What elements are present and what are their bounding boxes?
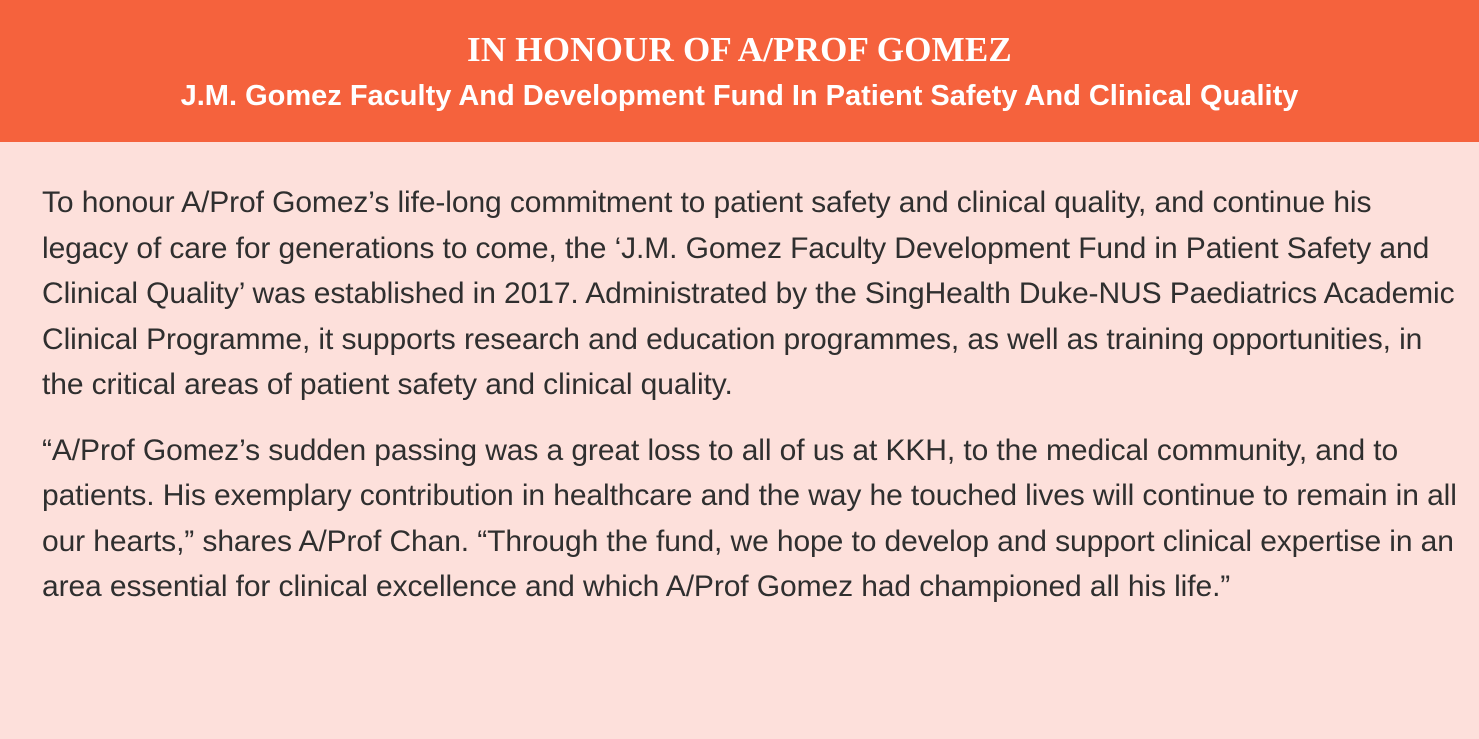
header-banner xyxy=(0,0,1479,142)
fund-subtitle: J.M. Gomez Faculty And Development Fund In Patient Safety And Clinical Quality xyxy=(180,80,1299,112)
page-title: IN HONOUR OF A/PROF GOMEZ xyxy=(467,30,1012,69)
article-body xyxy=(0,142,1479,610)
fund-description-paragraph: To honour A/Prof Gomez’s life-long commitment to patient safety and clinical quality, and continue his legacy of care for generations to come, the ‘J.M. Gomez Faculty Development Fund in Patient Safety and Clinical Quality’ was established in 2017. Administrated by the SingHealth Duke-NUS Paediatrics Academic Clinical Programme, it supports research and education programmes, as well as training opportunities, in the critical areas of patient safety and clinical quality. xyxy=(42,186,1455,401)
quote-paragraph: “A/Prof Gomez’s sudden passing was a great loss to all of us at KKH, to the medical community, and to patients. His exemplary contribution in healthcare and the way he touched lives will continue to remain in all our hearts,” shares A/Prof Chan. “Through the fund, we hope to develop and support clinical expertise in an area essential for clinical excellence and which A/Prof Gomez had championed all his life.” xyxy=(42,433,1457,603)
